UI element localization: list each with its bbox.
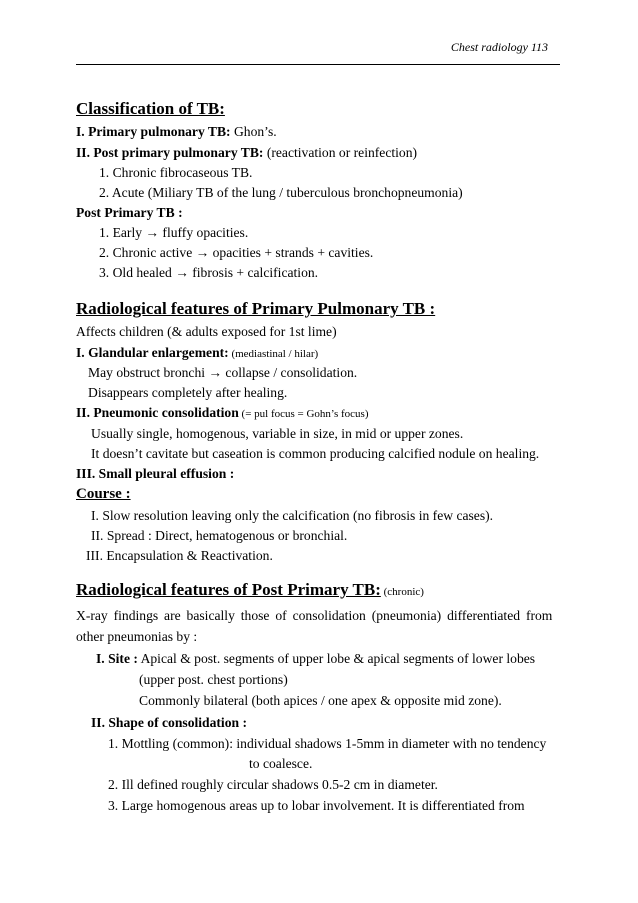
effusion-label: III. Small pleural effusion :: [76, 466, 235, 481]
post-primary-line: [76, 145, 417, 161]
site-text: Apical & post. segments of upper lobe & apical segments of lower lobes: [137, 651, 536, 666]
list-item: 2. Ill defined roughly circular shadows 0.5-2 cm in diameter.: [108, 777, 438, 792]
list-item: 1. Chronic fibrocaseous TB.: [99, 165, 253, 180]
post-primary-tb-label: Post Primary TB :: [76, 205, 183, 220]
section3-heading-line: [76, 580, 424, 600]
glandular-line: [76, 345, 318, 361]
primary-tb-text: Ghon’s.: [230, 124, 277, 139]
section2-intro: Affects children (& adults exposed for 1st lime): [76, 324, 337, 339]
list-item: It doesn’t cavitate but caseation is common producing calcified nodule on healing.: [91, 446, 540, 461]
section3-heading: Radiological features of Post Primary TB:: [76, 580, 381, 599]
list-item-continuation: to coalesce.: [249, 756, 313, 771]
running-header: Chest radiology 113: [450, 40, 548, 54]
list-item: 2. Acute (Miliary TB of the lung / tuberculous bronchopneumonia): [99, 185, 463, 200]
site-line2: (upper post. chest portions): [139, 672, 288, 687]
list-item: II. Spread : Direct, hematogenous or bronchial.: [91, 528, 348, 543]
list-item: 1. Early → fluffy opacities.: [99, 225, 249, 240]
section3-heading-note: (chronic): [380, 586, 424, 598]
shape-label: II. Shape of consolidation :: [91, 715, 247, 730]
primary-tb-label: I. Primary pulmonary TB:: [76, 124, 231, 139]
list-item: 3. Old healed → fibrosis + calcification.: [99, 265, 319, 280]
post-primary-text: (reactivation or reinfection): [263, 145, 418, 160]
site-line: [96, 651, 535, 667]
glandular-note: (mediastinal / hilar): [228, 348, 319, 360]
section1-heading: Classification of TB:: [76, 99, 225, 118]
list-item: 3. Large homogenous areas up to lobar involvement. It is differentiated from: [108, 798, 525, 813]
list-item: Disappears completely after healing.: [88, 385, 288, 400]
list-item: Usually single, homogenous, variable in size, in mid or upper zones.: [91, 426, 464, 441]
pneumonic-note: (= pul focus = Gohn’s focus): [238, 408, 369, 420]
primary-tb-line: [76, 124, 277, 140]
section3-intro-line1: X-ray findings are basically those of consolidation (pneumonia) differentiated from: [76, 608, 553, 623]
post-primary-label: II. Post primary pulmonary TB:: [76, 145, 264, 160]
section2-heading: Radiological features of Primary Pulmonary TB :: [76, 299, 436, 318]
course-heading: Course :: [76, 486, 131, 502]
header-rule: [76, 64, 560, 65]
list-item: May obstruct bronchi → collapse / consolidation.: [88, 365, 358, 380]
section3-intro-line2: other pneumonias by :: [76, 629, 198, 644]
list-item: 1. Mottling (common): individual shadows 1-5mm in diameter with no tendency: [108, 736, 547, 751]
site-line3: Commonly bilateral (both apices / one apex & opposite mid zone).: [139, 693, 502, 708]
list-item: III. Encapsulation & Reactivation.: [86, 548, 273, 563]
site-label: I. Site :: [96, 651, 138, 666]
pneumonic-line: [76, 405, 369, 421]
list-item: I. Slow resolution leaving only the calcification (no fibrosis in few cases).: [91, 508, 494, 523]
list-item: 2. Chronic active → opacities + strands + cavities.: [99, 245, 374, 260]
glandular-label: I. Glandular enlargement:: [76, 345, 229, 360]
pneumonic-label: II. Pneumonic consolidation: [76, 405, 239, 420]
